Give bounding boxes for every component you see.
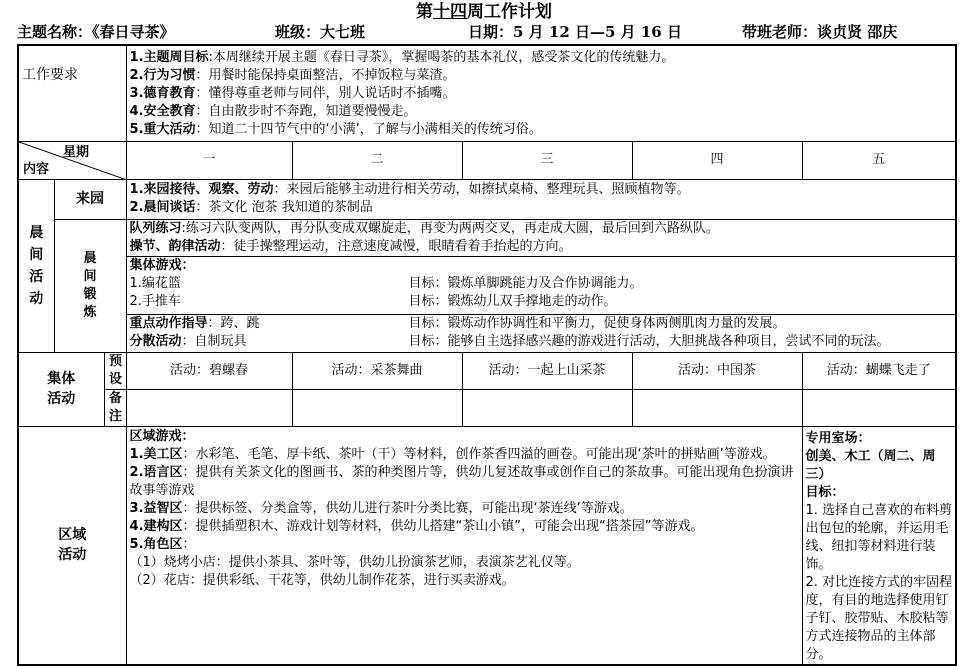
teachers: 带班老师：谈贞贤 邵庆 [742, 23, 898, 41]
area-item-art: 1.美工区：水彩笔、毛笔、厚卡纸、茶叶（干）等材料，创作茶香四溢的画卷。可能出现‘茶叶的拼贴画’等游戏。 [129, 446, 776, 462]
req-line-3: 3.德育教育：懂得尊重老师与同伴，别人说话时不插嘴。 [129, 86, 456, 101]
req-line-5: 5.重大活动：知道二十四节气中的‘小满’，了解与小满相关的传统习俗。 [129, 122, 542, 137]
requirements-content [126, 45, 956, 141]
area-item-build: 4.建构区：提供插塑积木、游戏计划等材料，供幼儿搭建“茶山小镇”，可能会出现“搭茶园”等游戏。 [129, 518, 704, 534]
game-name: 2.手推车 [129, 293, 181, 309]
arrival-line-2: 2.晨间谈话：茶文化 泡茶 我知道的茶制品 [129, 199, 373, 215]
area-label-text: 区域活动 [58, 527, 87, 563]
exercise-guidance [126, 314, 956, 352]
game-goal: 目标：锻炼幼儿双手撑地走的动作。 [408, 293, 617, 309]
day-thursday: 四 [632, 141, 802, 179]
note-thursday [632, 389, 802, 426]
preset-label: 预设 [104, 352, 126, 389]
room-goal-1: 1. 选择自己喜欢的布料剪出包包的轮廓，并运用毛线、纽扣等材料进行装饰。 [805, 502, 953, 572]
title-suffix: 周工作计划 [467, 2, 552, 22]
games-list [130, 275, 953, 311]
requirements-label: 工作要求 [18, 45, 126, 141]
note-tuesday [292, 389, 462, 426]
note-friday [802, 389, 956, 426]
activity-thursday: 活动：中国茶 [632, 352, 802, 389]
guidance-list [130, 315, 953, 351]
content-label: 内容 [23, 161, 50, 177]
area-content [126, 426, 802, 665]
arrival-label: 来园 [54, 179, 126, 219]
title-prefix: 第 [416, 2, 433, 22]
weekly-plan-table [17, 44, 957, 666]
title-week-number: 十四 [433, 2, 467, 22]
exercise-label [54, 219, 126, 352]
group-activity-label [18, 352, 104, 426]
exercise-content [126, 219, 956, 314]
room-goal-2: 2. 对比连接方式的牢固程度，有目的地选择使用钉子钉、胶带贴、木胶粘等方式连接物品的主体部分。 [805, 574, 953, 662]
room-goal-title: 目标： [805, 484, 845, 500]
exercise-label-text: 晨间锻炼 [83, 250, 97, 320]
req-line-1: 1.主题周目标:本周继续开展主题《春日寻茶》，掌握喝茶的基本礼仪，感受茶文化的传统魅力。 [129, 50, 675, 65]
area-item-puzzle: 3.益智区：提供标签、分类盒等，供幼儿进行茶叶分类比赛，可能出现‘茶连线’等游戏。 [129, 500, 633, 516]
morning-activity-label [18, 179, 54, 352]
exercise-routine [127, 220, 956, 257]
role-line-1: （1）烧烤小店：提供小茶具、茶叶等，供幼儿扮演茶艺师，表演茶艺礼仪等。 [129, 554, 580, 570]
key-action-goal: 目标：锻炼动作协调性和平衡力，促使身体两侧肌肉力量的发展。 [408, 315, 786, 331]
week-label: 星期 [63, 144, 90, 160]
game-name: 1.编花篮 [129, 275, 181, 291]
week-header-diagonal-cell [18, 141, 126, 179]
date-range: 日期：5 月 12 日—5 月 16 日 [468, 23, 682, 41]
day-wednesday: 三 [462, 141, 632, 179]
split-activity-goal: 目标：能够自主选择感兴趣的游戏进行活动，大胆挑战各种项目，尝试不同的玩法。 [408, 333, 890, 349]
area-title: 区域游戏： [129, 428, 195, 444]
rhythm-activity: 操节、韵律活动：徒手操整理运动，注意速度减慢，眼睛看着手抬起的方向。 [129, 238, 572, 254]
activity-wednesday: 活动：一起上山采茶 [462, 352, 632, 389]
req-line-4: 4.安全教育：自由散步时不奔跑，知道要慢慢走。 [129, 104, 417, 119]
queue-practice: 队列练习:练习六队变两队，再分队变成双螺旋走，再变为两两交叉，再走成大圆，最后回到六路纵队。 [129, 220, 719, 236]
group-games [127, 257, 956, 311]
activity-monday: 活动：碧螺春 [126, 352, 292, 389]
class-name: 班级：大七班 [275, 23, 366, 41]
req-line-2: 2.行为习惯：用餐时能保持桌面整洁，不掉饭粒与菜渣。 [129, 68, 456, 83]
group-label-text: 集体活动 [47, 371, 76, 407]
room-name: 创美、木工（周二、周三） [805, 448, 936, 482]
special-room [802, 426, 956, 665]
note-wednesday [462, 389, 632, 426]
morning-label-text: 晨间活动 [29, 224, 44, 307]
area-item-role: 5.角色区： [129, 536, 196, 552]
day-monday: 一 [126, 141, 292, 179]
group-games-title: 集体游戏： [129, 257, 195, 273]
game-goal: 目标：锻炼单脚跳能力及合作协调能力。 [408, 275, 643, 291]
arrival-line-1: 1.来园接待、观察、劳动：来园后能够主动进行相关劳动，如擦拭桌椅、整理玩具、照顾植物等。 [129, 181, 690, 197]
split-activity: 分散活动：自制玩具 [129, 333, 247, 349]
room-title: 专用室场： [805, 430, 871, 446]
key-action: 重点动作指导：跨、跳 [129, 315, 260, 331]
note-label: 备注 [104, 389, 126, 426]
page-title [0, 2, 968, 22]
theme-name: 主题名称：《春日寻茶》 [17, 23, 175, 41]
day-friday: 五 [802, 141, 956, 179]
area-activity-label [18, 426, 126, 665]
day-tuesday: 二 [292, 141, 462, 179]
note-monday [126, 389, 292, 426]
role-line-2: （2）花店：提供彩纸、干花等，供幼儿制作花茶，进行买卖游戏。 [129, 572, 515, 588]
activity-tuesday: 活动：采茶舞曲 [292, 352, 462, 389]
arrival-content [126, 179, 956, 219]
area-item-language: 2.语言区：提供有关茶文化的图画书、茶的种类图片等，供幼儿复述故事或创作自己的茶故事。可能出现角色扮演讲故事等游戏 [129, 464, 794, 498]
activity-friday: 活动：蝴蝶飞走了 [802, 352, 956, 389]
